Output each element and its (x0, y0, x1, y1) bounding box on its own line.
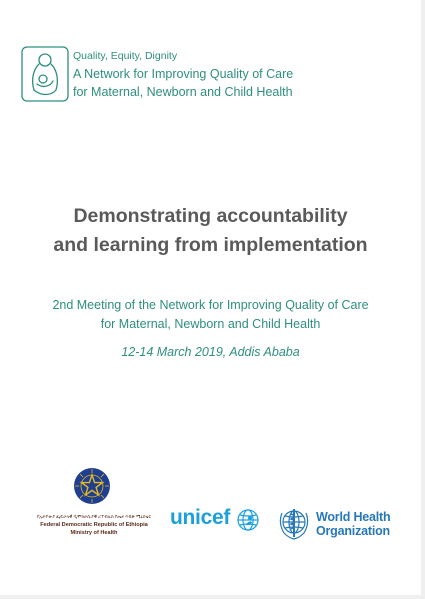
unicef-wordmark: unicef (170, 506, 231, 529)
network-name-line-1: A Network for Improving Quality of Care (73, 67, 294, 81)
meeting-subtitle-line-1: 2nd Meeting of the Network for Improving Quality of Care (52, 298, 369, 312)
ethiopia-emblem-icon (73, 467, 111, 505)
who-name-line-1: World Health (316, 510, 391, 524)
meeting-subtitle-line-2: for Maternal, Newborn and Child Health (100, 317, 321, 331)
network-tagline: Quality, Equity, Dignity (73, 50, 178, 62)
unicef-emblem-icon (237, 509, 259, 531)
document-title-line-2: and learning from implementation (53, 234, 368, 256)
ethiopia-amharic-text: የኢትዮጵያ ፌዴራላዊ ዲሞክራሲያዊ ሪፐብሊክ የጤና ጥበቃ ሚኒስቴር (36, 514, 152, 519)
ethiopia-ministry-name: Ministry of Health (70, 530, 118, 536)
who-name-line-2: Organization (316, 524, 390, 538)
mother-child-logo-icon (21, 46, 69, 102)
network-name-line-2: for Maternal, Newborn and Child Health (73, 85, 293, 99)
ethiopia-government-name: Federal Democratic Republic of Ethiopia (40, 522, 148, 528)
page-edge-right (421, 0, 425, 599)
meeting-date-place: 12-14 March 2019, Addis Ababa (121, 345, 300, 359)
who-emblem-icon (276, 505, 312, 541)
page-edge-bottom (0, 595, 425, 599)
document-title-line-1: Demonstrating accountability (73, 205, 348, 227)
